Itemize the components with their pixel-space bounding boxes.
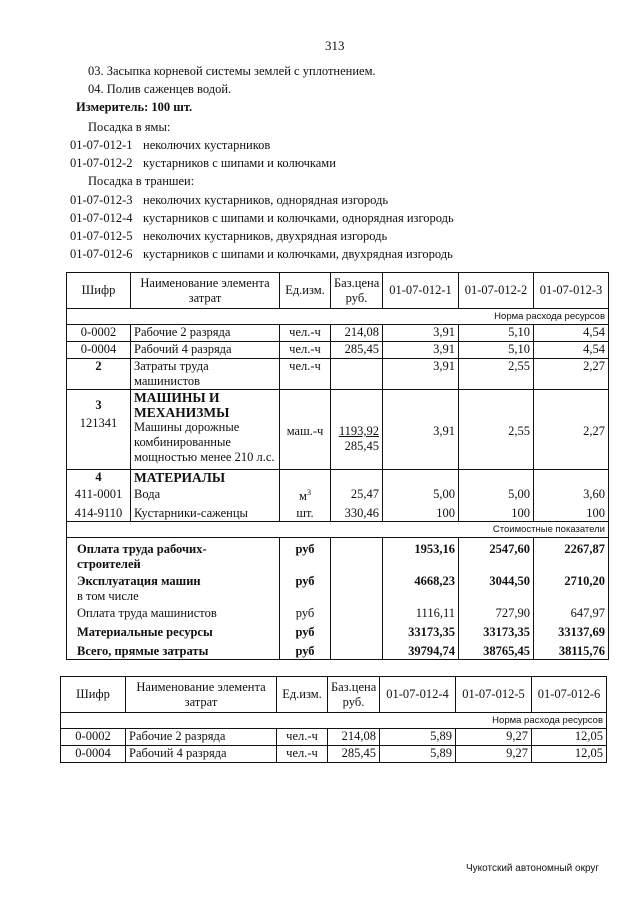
page-number: 313 (325, 38, 345, 53)
col-header-unit: Ед.изм. (277, 677, 328, 713)
entry-text: кустарников с шипами и колючками, однорядная изгородь (143, 211, 454, 225)
col-header-norm-1: 01-07-012-1 (383, 273, 459, 309)
material-value: 3,60 (583, 487, 605, 501)
cost-value: 1953,16 (414, 542, 455, 557)
row-name (131, 359, 280, 390)
material-value: 100 (586, 506, 605, 520)
row-code: 0-0004 (61, 746, 126, 763)
cost-label: строителей (77, 557, 141, 572)
col-header-unit: Ед.изм. (280, 273, 331, 309)
row-price: 285,45 (328, 746, 380, 763)
cost-caption: Стоимостные показатели (67, 522, 609, 538)
row-price: 214,08 (331, 325, 383, 342)
entry-code: 01-07-012-2 (70, 156, 133, 170)
row-name-line: мощностью менее 210 л.с. (134, 450, 275, 464)
row-value: 3,91 (383, 342, 459, 359)
row-name (131, 470, 280, 522)
row-code: 0-0002 (67, 325, 131, 342)
col-header-code: Шифр (67, 273, 131, 309)
operation-line: 04. Полив саженцев водой. (88, 82, 232, 96)
row-unit: чел.-ч (280, 325, 331, 342)
cost-values-1 (383, 538, 459, 660)
entry-code: 01-07-012-6 (70, 247, 133, 261)
col-header-name: Наименование элемента затрат (131, 273, 280, 309)
cost-value: 33137,69 (558, 625, 605, 640)
table-row (61, 746, 607, 763)
cost-units (280, 538, 331, 660)
norm-caption: Норма расхода ресурсов (67, 309, 609, 325)
table-row (67, 359, 609, 390)
col-header-code: Шифр (61, 677, 126, 713)
row-value (383, 390, 459, 470)
cost-value: 727,90 (495, 606, 530, 621)
col-header-norm-2: 01-07-012-5 (456, 677, 532, 713)
row-unit (280, 390, 331, 470)
cost-value: 38115,76 (558, 644, 605, 659)
col-header-norm-3: 01-07-012-6 (532, 677, 607, 713)
table-header-row (61, 677, 607, 713)
resource-table-2 (60, 676, 607, 763)
row-value: 9,27 (456, 729, 532, 746)
cost-rows (67, 538, 609, 660)
table-row (67, 342, 609, 359)
cost-value: 2267,87 (564, 542, 605, 557)
row-value: 3,91 (383, 359, 459, 390)
row-value: 9,27 (456, 746, 532, 763)
table-row (67, 390, 609, 470)
row-name-line: комбинированные (134, 435, 231, 449)
material-unit: шт. (296, 506, 314, 521)
material-name: Кустарники-саженцы (134, 506, 248, 520)
row-value: 12,05 (532, 729, 607, 746)
entry-text: неколючих кустарников (143, 138, 271, 152)
group-title: Посадка в ямы: (88, 120, 171, 134)
cost-label: Эксплуатация машин (77, 574, 201, 589)
cost-value: 39794,74 (408, 644, 455, 659)
row-value: 4,54 (534, 342, 609, 359)
cost-value: 33173,35 (483, 625, 530, 640)
cost-value: 3044,50 (489, 574, 530, 589)
material-code: 411-0001 (74, 487, 123, 501)
cost-value: 2710,20 (564, 574, 605, 589)
section-code: 4 (95, 470, 102, 484)
col-header-price: Баз.цена руб. (331, 273, 383, 309)
code-entry (70, 211, 133, 226)
material-unit: м (299, 489, 307, 504)
cost-label: Оплата труда машинистов (77, 606, 217, 621)
col-header-name: Наименование элемента затрат (126, 677, 277, 713)
row-value: 2,27 (534, 359, 609, 390)
entry-text: кустарников с шипами и колючками (143, 156, 336, 170)
cost-value: 33173,35 (408, 625, 455, 640)
row-value-text: 2,55 (508, 424, 530, 438)
cost-value: 1116,11 (415, 606, 455, 621)
row-unit: чел.-ч (280, 359, 331, 390)
code-entry (70, 247, 133, 262)
row-value: 5,10 (459, 342, 534, 359)
row-value: 12,05 (532, 746, 607, 763)
norm-caption: Норма расхода ресурсов (61, 713, 607, 729)
section-title: МЕХАНИЗМЫ (134, 405, 230, 420)
cost-unit: руб (295, 574, 315, 589)
row-unit: чел.-ч (277, 729, 328, 746)
table-row (67, 325, 609, 342)
group-title: Посадка в траншеи: (88, 174, 195, 188)
meter-line: Измеритель: 100 шт. (76, 100, 193, 114)
cost-sublabel: в том числе (77, 589, 139, 604)
operation-line: 03. Засыпка корневой системы землей с уплотнением. (88, 64, 376, 78)
row-price: 285,45 (331, 342, 383, 359)
entry-code: 01-07-012-3 (70, 193, 133, 207)
row-price: 214,08 (328, 729, 380, 746)
row-code: 0-0004 (67, 342, 131, 359)
material-name: Вода (134, 487, 161, 501)
code-entry (70, 193, 133, 208)
table-row (61, 729, 607, 746)
row-value: 5,89 (380, 729, 456, 746)
cost-value: 647,97 (570, 606, 605, 621)
row-value: 4,54 (534, 325, 609, 342)
row-value-text: 2,27 (583, 424, 605, 438)
price-secondary: 285,45 (344, 439, 379, 453)
row-unit-text: маш.-ч (286, 424, 324, 438)
row-value-text: 3,91 (433, 424, 455, 438)
section-code: 3 (95, 398, 102, 412)
row-name-line: Машины дорожные (134, 420, 240, 434)
footer-region-label: Чукотский автономный округ (466, 863, 600, 874)
section-title: МАШИНЫ И (134, 390, 220, 405)
col-header-norm-3: 01-07-012-3 (534, 273, 609, 309)
row-price (331, 390, 383, 470)
entry-text: неколючих кустарников, однорядная изгородь (143, 193, 389, 207)
cost-value: 2547,60 (489, 542, 530, 557)
col-header-norm-1: 01-07-012-4 (380, 677, 456, 713)
entry-code: 01-07-012-4 (70, 211, 133, 225)
col-header-norm-2: 01-07-012-2 (459, 273, 534, 309)
row-name-line: Затраты труда (134, 359, 209, 373)
price-primary: 1193,92 (338, 424, 379, 438)
cost-unit: руб (295, 606, 315, 621)
cost-unit: руб (295, 644, 315, 659)
cost-value: 4668,23 (414, 574, 455, 589)
row-value (459, 470, 534, 522)
row-code: 2 (67, 359, 131, 390)
row-price (331, 470, 383, 522)
row-value (534, 390, 609, 470)
row-value (534, 470, 609, 522)
row-price (331, 359, 383, 390)
cost-label: Материальные ресурсы (77, 625, 213, 640)
cost-price-empty (331, 538, 383, 660)
row-name (131, 390, 280, 470)
section-title: МАТЕРИАЛЫ (134, 470, 226, 485)
row-name: Рабочий 4 разряда (131, 342, 280, 359)
cost-label: Всего, прямые затраты (77, 644, 209, 659)
cost-unit: руб (295, 542, 315, 557)
row-value (459, 390, 534, 470)
row-unit: чел.-ч (280, 342, 331, 359)
code-entry (70, 229, 133, 244)
table-header-row (67, 273, 609, 309)
row-code (67, 390, 131, 470)
row-unit: чел.-ч (277, 746, 328, 763)
row-name: Рабочие 2 разряда (126, 729, 277, 746)
material-value: 100 (436, 506, 455, 520)
row-value (383, 470, 459, 522)
row-unit (280, 470, 331, 522)
code-entry (70, 138, 133, 153)
material-value: 5,00 (508, 487, 530, 501)
cost-values-2 (459, 538, 534, 660)
table-row (67, 470, 609, 522)
row-value: 3,91 (383, 325, 459, 342)
cost-values-3 (534, 538, 609, 660)
unit-superscript: 3 (306, 488, 311, 497)
row-name-line: машинистов (134, 374, 201, 388)
material-code: 414-9110 (74, 506, 123, 520)
row-name: Рабочие 2 разряда (131, 325, 280, 342)
material-price: 330,46 (344, 506, 379, 520)
material-price: 25,47 (350, 487, 379, 501)
machine-code: 121341 (79, 416, 118, 430)
entry-text: кустарников с шипами и колючками, двухрядная изгородь (143, 247, 453, 261)
cost-unit: руб (295, 625, 315, 640)
row-name: Рабочий 4 разряда (126, 746, 277, 763)
row-value: 5,10 (459, 325, 534, 342)
row-value: 5,89 (380, 746, 456, 763)
code-entry (70, 156, 133, 171)
cost-label: Оплата труда рабочих- (77, 542, 207, 557)
entry-text: неколючих кустарников, двухрядная изгородь (143, 229, 388, 243)
row-code: 0-0002 (61, 729, 126, 746)
entry-code: 01-07-012-1 (70, 138, 133, 152)
resource-table-1 (66, 272, 609, 660)
cost-value: 38765,45 (483, 644, 530, 659)
col-header-price: Баз.цена руб. (328, 677, 380, 713)
entry-code: 01-07-012-5 (70, 229, 133, 243)
cost-labels (67, 538, 280, 660)
material-value: 5,00 (433, 487, 455, 501)
row-value: 2,55 (459, 359, 534, 390)
row-code (67, 470, 131, 522)
material-value: 100 (511, 506, 530, 520)
